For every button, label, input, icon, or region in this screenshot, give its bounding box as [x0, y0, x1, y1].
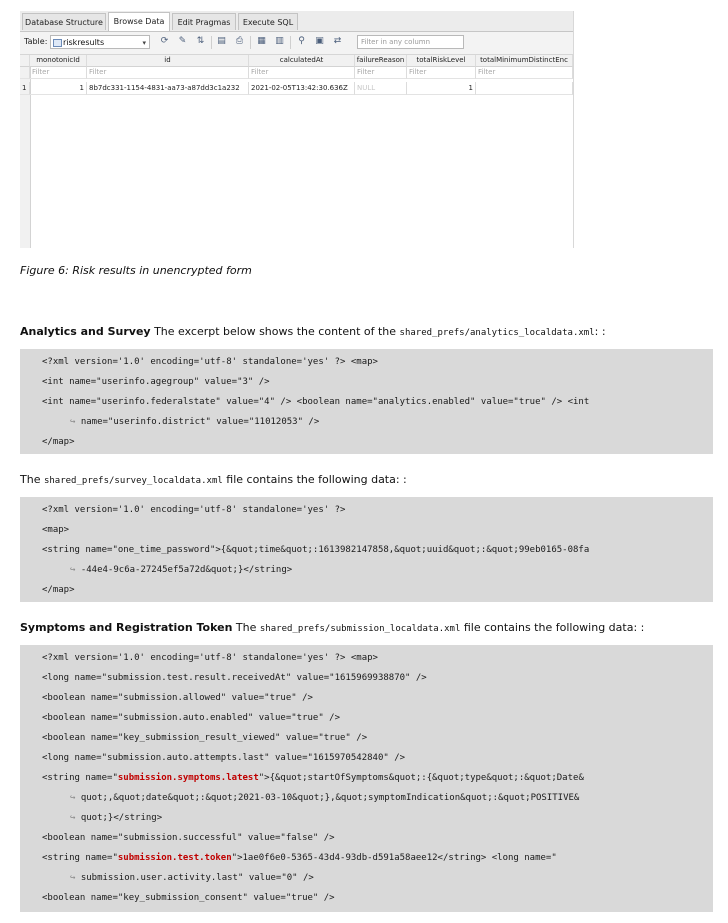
- section-survey-paragraph: [20, 473, 407, 486]
- highlighted-key: submission.symptoms.latest: [117, 773, 259, 783]
- tab-execute-sql[interactable]: Execute SQL: [238, 13, 298, 30]
- code-line: <map>: [42, 525, 70, 535]
- tab-bar: [20, 11, 573, 32]
- cell-id[interactable]: 8b7dc331-1154-4831-aa73-a87dd3c1a232: [87, 82, 249, 95]
- paragraph-text: The: [232, 621, 260, 634]
- code-line: <boolean name="submission.auto.enabled" value="true" />: [42, 713, 341, 723]
- code-line: <string name="submission.symptoms.latest">{&quot;startOfSymptoms&quot;:{&quot;type&quot;:&quot;Date&: [42, 773, 584, 783]
- paragraph-text: The: [20, 473, 44, 486]
- code-block-analytics: [20, 349, 713, 454]
- column-header[interactable]: id: [87, 55, 249, 67]
- table-icon: [53, 39, 62, 47]
- column-header[interactable]: monotonicId: [30, 55, 87, 67]
- print-icon[interactable]: ⎙: [235, 36, 244, 46]
- refresh-icon[interactable]: ⟳: [160, 36, 169, 46]
- code-line: </map>: [42, 585, 75, 595]
- column-filter-input[interactable]: Filter: [87, 67, 249, 79]
- section-symptoms-paragraph: [20, 621, 644, 634]
- column-filter-input[interactable]: Filter: [30, 67, 87, 79]
- line-continuation-icon: ↪: [70, 417, 76, 427]
- clear-filters-icon[interactable]: ✎: [178, 36, 187, 46]
- column-filter-input[interactable]: Filter: [407, 67, 476, 79]
- db-browser-screenshot: [20, 11, 574, 248]
- cell-failurereason[interactable]: NULL: [355, 82, 407, 95]
- delete-record-icon[interactable]: ▥: [275, 36, 284, 46]
- code-line: <string name="submission.test.token">1ae0f6e0-5365-43d4-93db-d591a58aee12</string> <long name=": [42, 853, 557, 863]
- code-line: <boolean name="submission.successful" value="false" />: [42, 833, 335, 843]
- code-line: <boolean name="key_submission_consent" value="true" />: [42, 893, 335, 903]
- code-line: ↪ name="userinfo.district" value="11012053" />: [70, 417, 320, 427]
- cell-totalrisklevel[interactable]: 1: [407, 82, 476, 95]
- section-analytics-paragraph: [20, 325, 606, 338]
- file-path: shared_prefs/analytics_localdata.xml: [399, 328, 595, 338]
- column-filter-input[interactable]: Filter: [476, 67, 573, 79]
- highlighted-key: submission.test.token: [117, 853, 232, 863]
- code-line: ↪ submission.user.activity.last" value="0" />: [70, 873, 314, 883]
- column-header[interactable]: totalMinimumDistinctEnc: [476, 55, 573, 67]
- code-line: ↪ quot;}</string>: [70, 813, 163, 823]
- chevron-down-icon: ▾: [142, 39, 146, 47]
- cell-calculatedat[interactable]: 2021-02-05T13:42:30.636Z: [249, 82, 355, 95]
- code-line: ↪ -44e4-9c6a-27245ef5a72d&quot;}</string>: [70, 565, 293, 575]
- paragraph-text: file contains the following data: :: [222, 473, 407, 486]
- column-header[interactable]: totalRiskLevel: [407, 55, 476, 67]
- code-block-survey: [20, 497, 713, 602]
- code-line: <?xml version='1.0' encoding='utf-8' standalone='yes' ?> <map>: [42, 357, 378, 367]
- table-select-value: riskresults: [63, 38, 105, 47]
- tab-browse-data[interactable]: Browse Data: [108, 12, 170, 31]
- clear-sorting-icon[interactable]: ⇅: [196, 36, 205, 46]
- cell-totalminimumdistinctenc[interactable]: [476, 82, 573, 95]
- code-line: ↪ quot;,&quot;date&quot;:&quot;2021-03-10&quot;},&quot;symptomIndication&quot;:&quot;POSITIVE&: [70, 793, 580, 803]
- paragraph-text: : :: [594, 325, 606, 338]
- file-path: shared_prefs/submission_localdata.xml: [259, 624, 461, 634]
- table-select[interactable]: [50, 35, 150, 49]
- code-line: <string name="one_time_password">{&quot;time&quot;:1613982147858,&quot;uuid&quot;:&quot;99eb0165-08fa: [42, 545, 590, 555]
- line-continuation-icon: ↪: [70, 565, 76, 575]
- column-filter-input[interactable]: Filter: [249, 67, 355, 79]
- line-continuation-icon: ↪: [70, 793, 76, 803]
- figure-caption: Figure 6: Risk results in unencrypted form: [20, 264, 252, 277]
- find-icon[interactable]: ⚲: [298, 36, 305, 46]
- section-heading: Symptoms and Registration Token: [20, 621, 233, 634]
- code-line: <long name="submission.test.result.receivedAt" value="1615969938870" />: [42, 673, 427, 683]
- line-continuation-icon: ↪: [70, 873, 76, 883]
- section-heading: Analytics and Survey: [20, 325, 151, 338]
- code-line: <long name="submission.auto.attempts.last" value="1615970542840" />: [42, 753, 406, 763]
- table-label: Table:: [24, 37, 48, 46]
- save-changes-icon[interactable]: ▤: [217, 36, 226, 46]
- paragraph-text: The excerpt below shows the content of the: [150, 325, 400, 338]
- line-continuation-icon: ↪: [70, 813, 76, 823]
- copy-icon[interactable]: ▣: [315, 36, 324, 46]
- code-line: </map>: [42, 437, 75, 447]
- code-line: <int name="userinfo.agegroup" value="3" />: [42, 377, 270, 387]
- cell-monotonicid[interactable]: 1: [30, 82, 87, 95]
- code-line: <?xml version='1.0' encoding='utf-8' standalone='yes' ?> <map>: [42, 653, 378, 663]
- column-header[interactable]: calculatedAt: [249, 55, 355, 67]
- browse-toolbar: [20, 32, 573, 55]
- column-filter-input[interactable]: Filter: [355, 67, 407, 79]
- file-path: shared_prefs/survey_localdata.xml: [43, 476, 223, 486]
- row-number[interactable]: 1: [20, 82, 30, 95]
- code-line: <boolean name="submission.allowed" value="true" />: [42, 693, 313, 703]
- tab-database-structure[interactable]: Database Structure: [22, 13, 106, 30]
- paragraph-text: file contains the following data: :: [460, 621, 645, 634]
- code-line: <?xml version='1.0' encoding='utf-8' standalone='yes' ?>: [42, 505, 346, 515]
- insert-record-icon[interactable]: ▦: [257, 36, 266, 46]
- code-block-submission: [20, 645, 713, 912]
- column-header[interactable]: failureReason: [355, 55, 407, 67]
- code-line: <int name="userinfo.federalstate" value="4" /> <boolean name="analytics.enabled" value="true" /> <int: [42, 397, 590, 407]
- set-encoding-icon[interactable]: ⇄: [333, 36, 342, 46]
- tab-edit-pragmas[interactable]: Edit Pragmas: [172, 13, 236, 30]
- filter-any-column-input[interactable]: Filter in any column: [357, 35, 464, 49]
- code-line: <boolean name="key_submission_result_viewed" value="true" />: [42, 733, 368, 743]
